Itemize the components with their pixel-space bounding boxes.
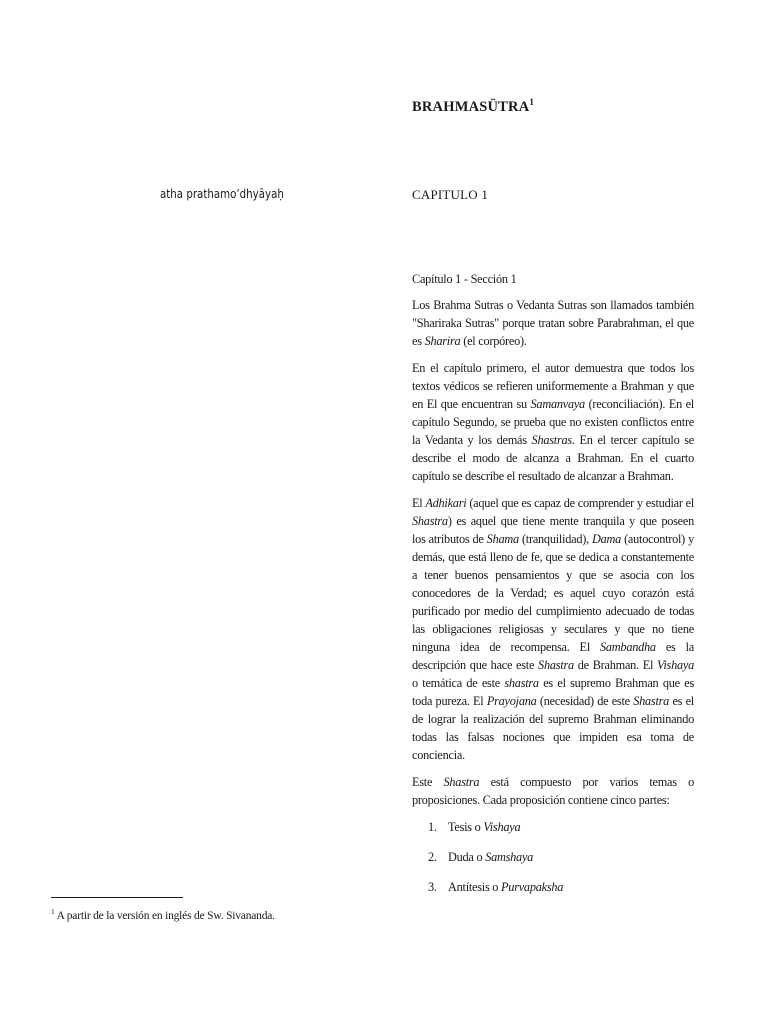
list-item — [412, 818, 694, 836]
text-run: (reconciliación). En el capítulo Segundo, se prueba que no existen conflictos entre la Vedanta y los demás — [412, 397, 695, 447]
term-italic: Shama — [486, 532, 519, 546]
term-italic: shastra — [504, 676, 539, 690]
paragraph-intro — [412, 296, 694, 350]
list-number: 1. — [428, 820, 437, 834]
term-italic: Adhikari — [425, 496, 467, 510]
term-italic: Shastra — [538, 658, 574, 672]
text-run: (tranquilidad), — [518, 532, 592, 546]
page-title — [412, 97, 534, 116]
text-run: Este — [412, 775, 444, 789]
footnote-divider — [51, 897, 183, 898]
list-number: 3. — [428, 880, 437, 894]
list-number: 2. — [428, 850, 437, 864]
text-run: es el de lograr la realización del supremo Brahman eliminando todas las falsas nociones que impiden esa toma de conciencia. — [412, 694, 694, 762]
footnote — [51, 907, 275, 922]
parts-list — [412, 818, 694, 896]
term-italic: Samshaya — [485, 850, 534, 864]
term-italic: Shastra — [443, 775, 480, 789]
chapter-heading: CAPITULO 1 — [412, 187, 489, 202]
body-text — [412, 270, 694, 908]
text-run: (aquel que es capaz de comprender y estudiar el — [466, 496, 694, 510]
term-italic: Dama — [591, 532, 622, 546]
term-italic: Sharira — [424, 334, 461, 348]
footnote-mark: 1 — [51, 907, 55, 916]
term-italic: Shastras — [531, 433, 572, 447]
text-run: En el capítulo primero, el autor demuestra que todos los textos védicos se refieren uniformemente a Brahman y que en El que encuentran su — [412, 361, 694, 411]
text-run: es el supremo Brahman que es toda pureza. El — [412, 676, 694, 708]
paragraph-proposiciones — [412, 773, 694, 809]
paragraph-adhikari — [412, 494, 694, 764]
term-italic: Samanvaya — [530, 397, 585, 411]
text-run: Los Brahma Sutras o Vedanta Sutras son llamados también "Shariraka Sutras" porque tratan sobre Parabrahman, el que es — [412, 298, 694, 348]
list-text: Antítesis o Purvapaksha — [448, 880, 564, 894]
text-run: de Brahman. El — [573, 658, 658, 672]
term-italic: Vishaya — [657, 658, 695, 672]
paragraph-chapters — [412, 359, 694, 485]
term-italic: Shastra — [412, 514, 448, 528]
sanskrit-transliteration: atha prathamo’dhyāyaḥ — [160, 186, 284, 201]
text-run: ) es aquel que tiene mente tranquila y que poseen los atributos de — [412, 514, 694, 546]
text-run: (necesidad) de este — [536, 694, 634, 708]
text-run: es la descripción que hace este — [412, 640, 694, 672]
footnote-reference: 1 — [529, 97, 535, 107]
term-italic: Sambandha — [600, 640, 656, 654]
text-run: (el corpóreo). — [460, 334, 527, 348]
list-text: Tesis o Vishaya — [448, 820, 521, 834]
list-item — [412, 878, 694, 896]
title-text: BRAHMASÜTRA — [412, 98, 530, 115]
term-italic: Purvapaksha — [501, 880, 564, 894]
text-run: o temática de este — [412, 676, 505, 690]
text-run: está compuesto por varios temas o proposiciones. Cada proposición contiene cinco partes: — [412, 775, 694, 807]
text-run: . En el tercer capítulo se describe el modo de alcanza a Brahman. En el cuarto capítulo se describe el resultado de alcanzar a Brahman. — [412, 433, 694, 483]
term-italic: Vishaya — [483, 820, 521, 834]
list-text: Duda o Samshaya — [448, 850, 534, 864]
term-italic: Prayojana — [486, 694, 537, 708]
list-item — [412, 848, 694, 866]
section-heading: Capítulo 1 - Sección 1 — [412, 272, 517, 286]
footnote-text: A partir de la versión en inglés de Sw. Sivananda. — [54, 909, 275, 922]
text-run: (autocontrol) y demás, que está lleno de fe, que se dedica a constantemente a tener buenos pensamientos y que se asocia con los conocedores de la Verdad; es aquel cuyo corazón está purificado por medio del cumplimiento adecuado de todas las obligaciones religiosas y seculares y que no tiene ninguna idea de recompensa. El — [412, 532, 694, 654]
text-run: El — [412, 496, 426, 510]
term-italic: Shastra — [633, 694, 670, 708]
